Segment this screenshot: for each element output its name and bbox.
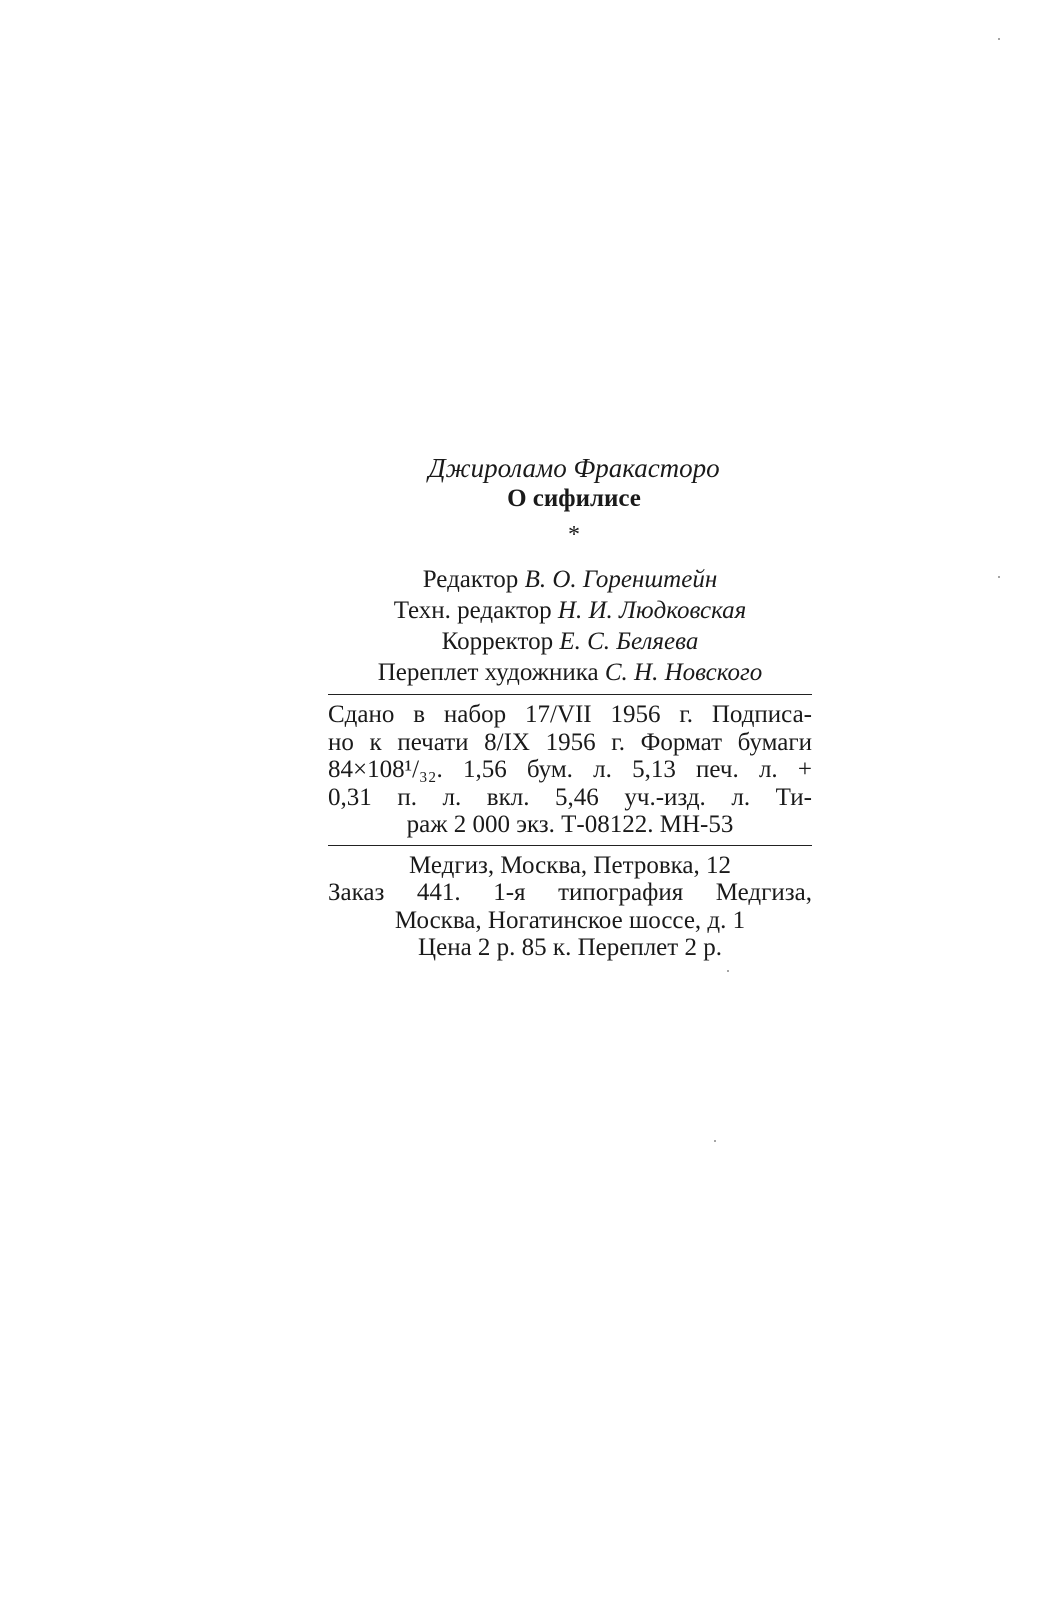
paper-speck	[998, 38, 1000, 40]
credit-role: Переплет художника	[377, 659, 599, 686]
print-details	[328, 701, 812, 839]
credit-tech-editor	[328, 595, 812, 626]
credit-role: Корректор	[441, 628, 554, 655]
publisher-details	[328, 852, 812, 962]
divider-bottom	[328, 845, 812, 846]
print-details-line: 0,31 п. л. вкл. 5,46 уч.-изд. л. Ти-	[328, 783, 812, 811]
credit-proofreader	[328, 626, 812, 657]
credit-binding-artist	[328, 657, 812, 688]
imprint-block	[328, 452, 812, 962]
credit-editor	[328, 564, 812, 595]
print-details-line: Сдано в набор 17/VII 1956 г. Подписа-	[328, 701, 812, 728]
separator-asterisk: *	[568, 522, 580, 548]
paper-speck	[998, 576, 1000, 578]
paper-speck	[714, 1140, 716, 1142]
publisher-details-line: Цена 2 р. 85 к. Переплет 2 р.	[418, 934, 722, 961]
divider-top	[328, 694, 812, 695]
publisher-details-line: Медгиз, Москва, Петровка, 12	[409, 851, 731, 879]
print-details-line: раж 2 000 экз. Т-08122. МН-53	[406, 811, 734, 838]
print-details-line: но к печати 8/IX 1956 г. Формат бумаги	[328, 728, 812, 756]
credit-role: Редактор	[422, 566, 519, 593]
author-name: Джироламо Фракасторо	[428, 453, 720, 483]
print-details-line: 84×108¹/₃₂. 1,56 бум. л. 5,13 печ. л. +	[328, 756, 812, 783]
publisher-details-line: Заказ 441. 1-я типография Медгиза,	[328, 879, 812, 906]
publisher-details-line: Москва, Ногатинское шоссе, д. 1	[394, 906, 746, 934]
book-title: О сифилисе	[507, 485, 641, 512]
paper-speck	[727, 970, 729, 972]
credits-list	[328, 564, 812, 688]
credit-role: Техн. редактор	[393, 597, 552, 624]
credit-person: В. О. Горенштейн	[524, 566, 718, 593]
credit-person: Н. И. Людковская	[557, 597, 747, 624]
credit-person: С. Н. Новского	[604, 659, 763, 686]
credit-person: Е. С. Беляева	[559, 628, 699, 655]
